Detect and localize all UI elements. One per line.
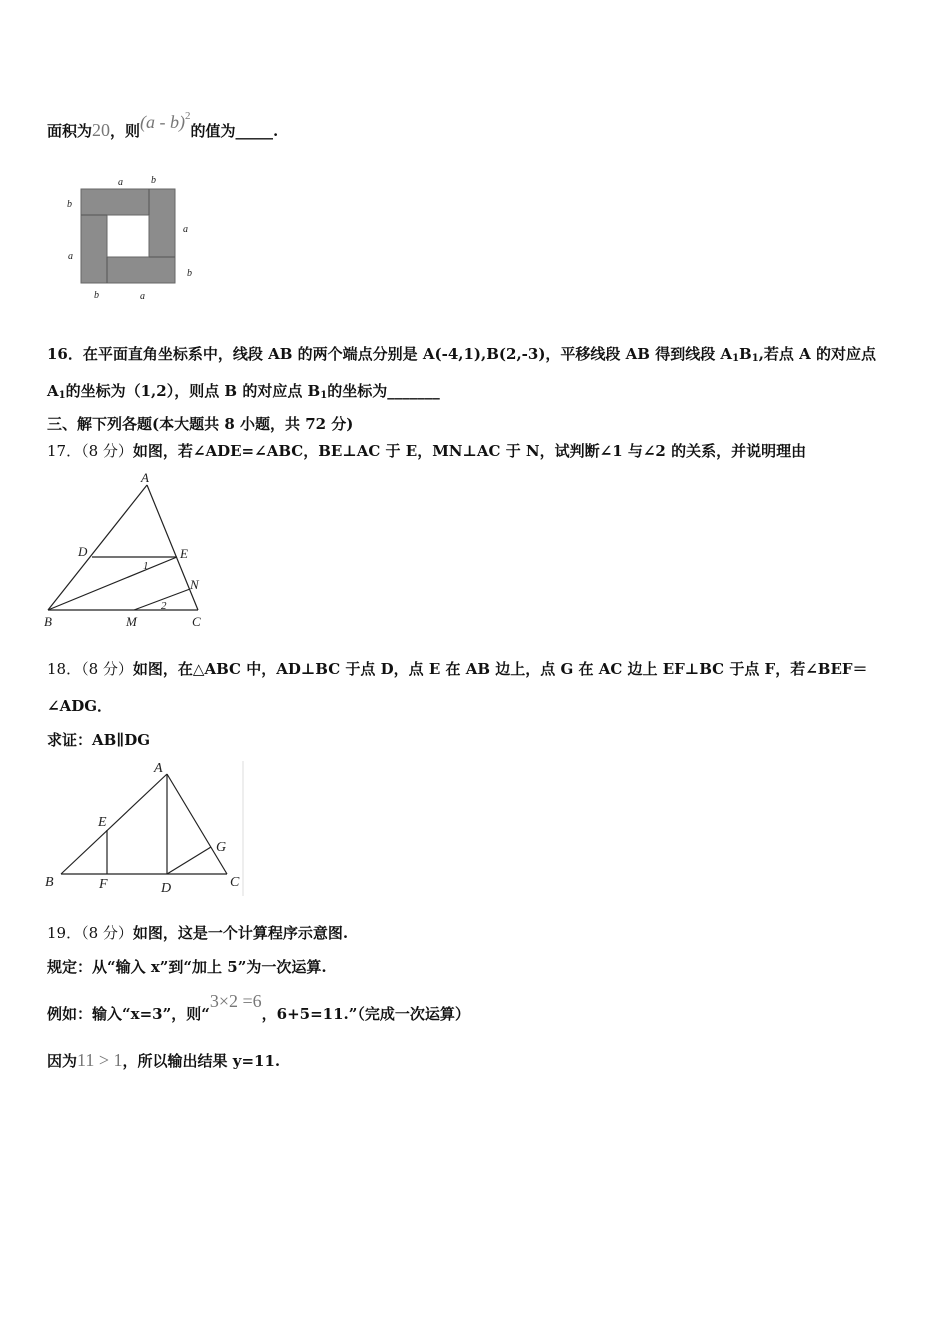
- q19-because-math: 11 > 1: [77, 1050, 123, 1070]
- line-AC: [167, 774, 227, 874]
- label-bottom-b: b: [94, 290, 99, 301]
- label-right-a: a: [183, 224, 188, 235]
- q16-text-b: B: [739, 345, 752, 363]
- label-G: G: [216, 840, 227, 855]
- q18-text: 如图，在△ABC 中，AD⊥BC 于点 D，点 E 在 AB 边上，点 G 在 AC 边上 EF⊥BC 于点 F，若∠BEF＝: [132, 660, 868, 678]
- q19-text: 如图，这是一个计算程序示意图.: [132, 924, 349, 942]
- q17-number: 17．（8 分）: [47, 442, 133, 460]
- label-E: E: [180, 546, 188, 561]
- label-F: F: [99, 877, 108, 892]
- label-B: B: [44, 614, 52, 629]
- q17-text: 如图，若∠ADE=∠ABC，BE⊥AC 于 E，MN⊥AC 于 N，试判断∠1 与∠2 的关系，并说明理由: [132, 442, 807, 460]
- q19-because: [47, 1050, 280, 1071]
- q16-line2: [47, 381, 440, 406]
- label-C: C: [192, 614, 201, 629]
- q19-number: 19．（8 分）: [47, 924, 133, 942]
- q19-example: [47, 991, 470, 1024]
- q16-sub-a1: 1: [732, 353, 740, 364]
- q15-expr: (a - b): [140, 112, 186, 132]
- square-frame-figure: [60, 168, 205, 308]
- label-B: B: [45, 875, 54, 890]
- q19-line: [47, 923, 348, 943]
- label-M: M: [126, 614, 137, 629]
- q16-sub-b1: 1: [751, 353, 759, 364]
- label-right-b: b: [187, 268, 192, 279]
- q15-prefix: 面积为: [47, 122, 93, 140]
- label-bottom-a: a: [140, 291, 145, 302]
- q16-text-e: 的坐标为（1,2），则点 B 的对应点 B: [65, 382, 321, 400]
- q19-because-a: 因为: [47, 1052, 78, 1070]
- label-C: C: [230, 875, 240, 890]
- label-left-b: b: [67, 199, 72, 210]
- label-angle-2: 2: [161, 600, 167, 612]
- q15-exp: 2: [185, 110, 191, 122]
- q16-text-d: A: [47, 382, 59, 400]
- label-N: N: [190, 577, 199, 592]
- q19-example-a: 例如：输入“x=3”，则“: [47, 1005, 210, 1023]
- label-A: A: [141, 470, 149, 485]
- q15-suffix: 的值为_____.: [190, 122, 279, 140]
- label-angle-1: 1: [143, 560, 149, 572]
- q16-text-c: ,若点 A 的对应点: [758, 345, 876, 363]
- q15-mid: ，则: [110, 122, 141, 140]
- label-A: A: [154, 761, 163, 776]
- label-top-b: b: [151, 175, 156, 186]
- q18-prove: 求证：AB∥DG: [47, 731, 151, 749]
- q19-because-b: ，所以输出结果 y=11.: [122, 1052, 281, 1070]
- triangle-figure-18: [40, 756, 245, 898]
- triangle-figure-17: [40, 468, 220, 633]
- q16-text-a: 16．在平面直角坐标系中，线段 AB 的两个端点分别是 A(-4,1),B(2,-3)，平移线段 AB 得到线段 A: [47, 345, 733, 363]
- q16-sub-a1b: 1: [58, 390, 66, 401]
- label-left-a: a: [68, 251, 73, 262]
- line-AB: [48, 485, 147, 610]
- line-DG: [167, 847, 211, 874]
- label-top-a: a: [118, 177, 123, 188]
- q17-line: [47, 441, 806, 461]
- q19-rule: 规定：从“输入 x”到“加上 5”为一次运算.: [47, 958, 327, 976]
- line-AB: [61, 774, 167, 874]
- q16-sub-b1b: 1: [320, 390, 328, 401]
- label-D: D: [161, 881, 172, 896]
- q19-example-b: ，6+5=11.”（完成一次运算）: [261, 1005, 470, 1023]
- label-D: D: [78, 544, 88, 559]
- q18-line1: [47, 659, 868, 679]
- q16-line1: [47, 344, 876, 369]
- q15-line: [47, 110, 279, 141]
- section-heading: 三、解下列各题(本大题共 8 小题，共 72 分): [47, 415, 354, 433]
- q15-area: 20: [92, 120, 111, 140]
- label-E: E: [98, 815, 107, 830]
- inner-square: [107, 215, 149, 257]
- q18-line2: ∠ADG．: [47, 697, 113, 715]
- q19-example-math: 3×2 =6: [209, 991, 262, 1011]
- q16-text-f: 的坐标为_______: [327, 382, 440, 400]
- line-BE: [48, 557, 177, 610]
- q18-number: 18．（8 分）: [47, 660, 133, 678]
